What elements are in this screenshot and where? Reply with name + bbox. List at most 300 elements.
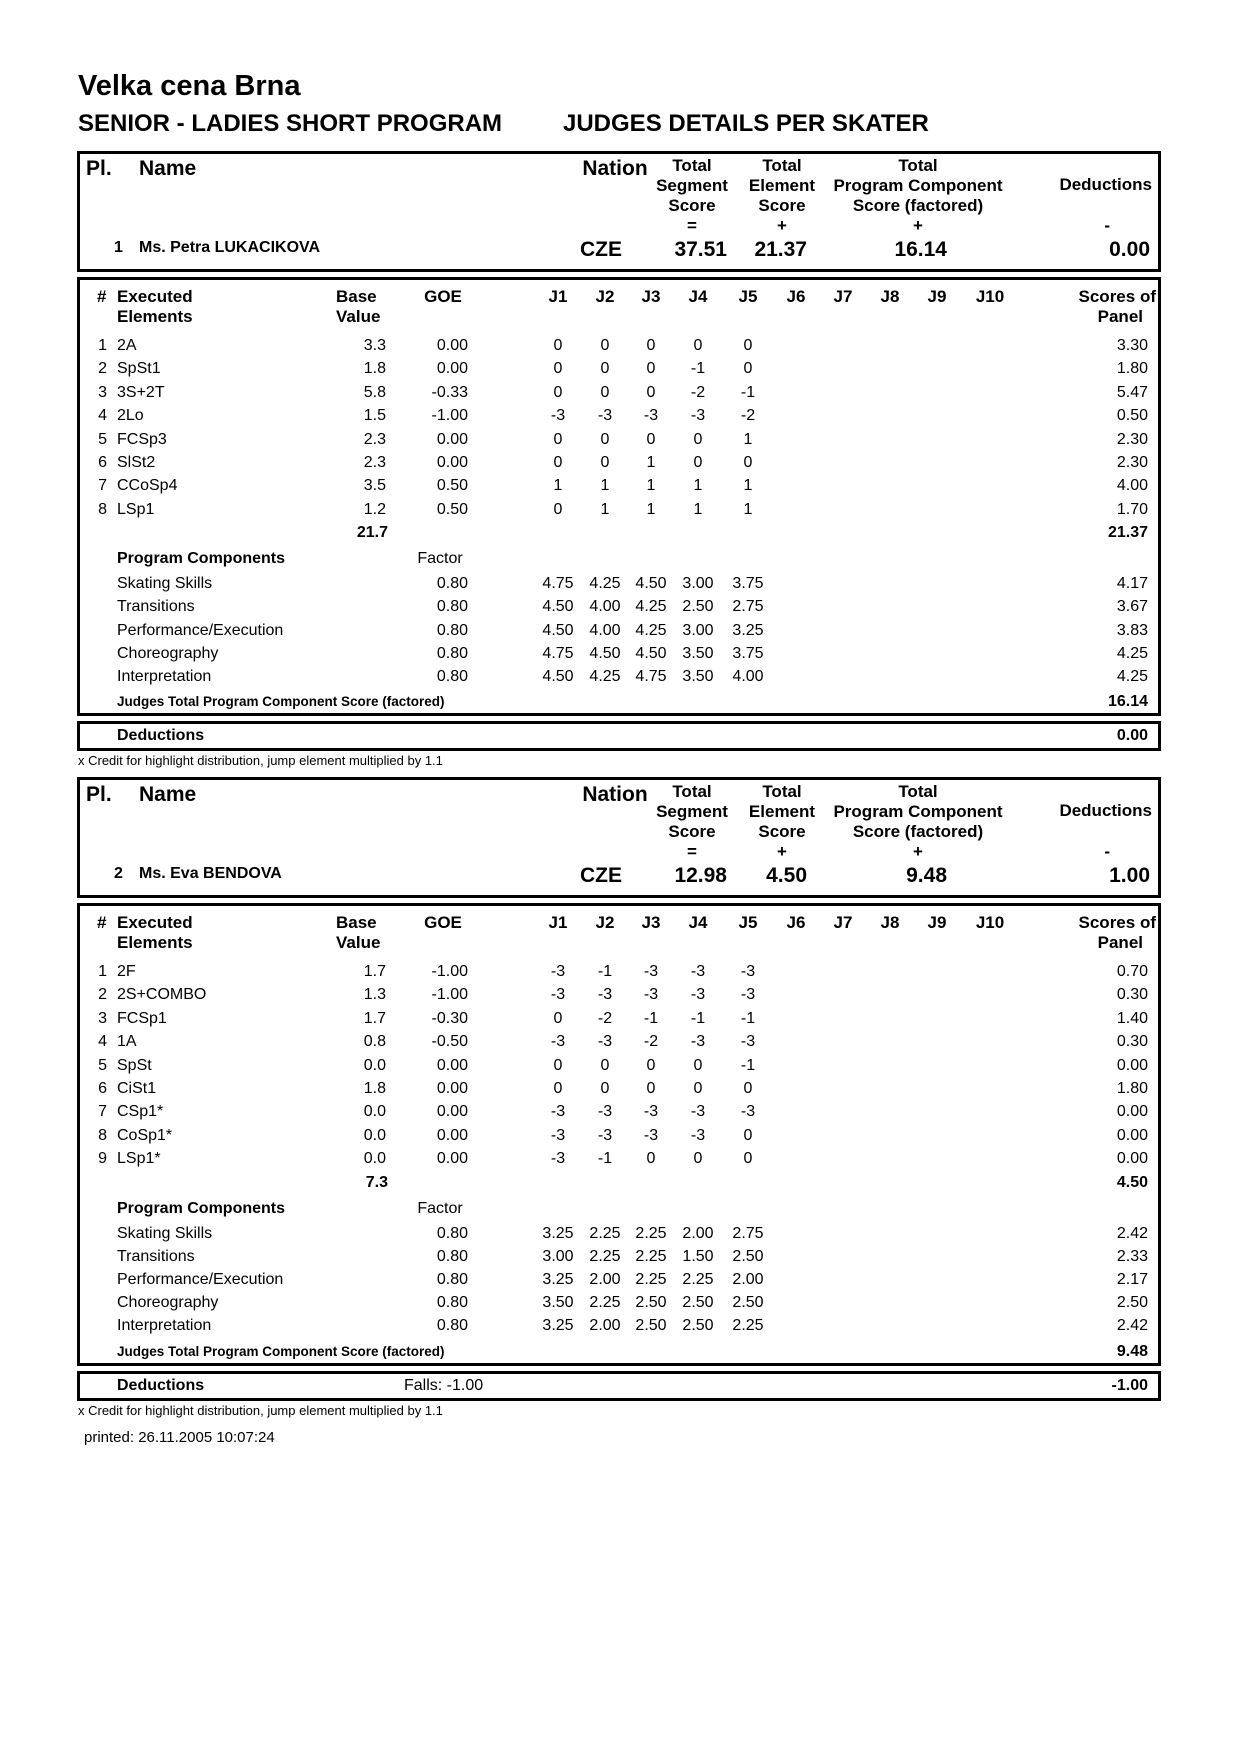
element-panel-score: 3.30 xyxy=(1116,337,1148,354)
judge-score: -3 xyxy=(740,1033,756,1051)
element-goe: -1.00 xyxy=(431,986,468,1004)
judge-score: 0 xyxy=(743,360,753,378)
judge-score: -3 xyxy=(740,1103,756,1121)
judge-score: -3 xyxy=(643,407,659,425)
footnote: x Credit for highlight distribution, jump element multiplied by 1.1 xyxy=(78,1402,443,1418)
panel-header-2: Panel xyxy=(1097,933,1143,952)
element-panel-score: 0.50 xyxy=(1116,407,1148,425)
component-judge-score: 2.25 xyxy=(589,1224,621,1242)
factor-header: Factor xyxy=(417,550,463,568)
pcs-header-line: + xyxy=(913,216,923,235)
component-panel-score: 4.25 xyxy=(1116,644,1148,662)
pcs-header-line: Total xyxy=(898,782,938,801)
base-value-total: 21.7 xyxy=(356,524,388,542)
tss-header-line: = xyxy=(687,842,697,861)
element-code: 2F xyxy=(117,963,136,980)
nation-header: Nation xyxy=(582,157,648,180)
component-judge-score: 3.00 xyxy=(682,575,714,593)
element-number: 3 xyxy=(98,383,107,401)
elements-header: Elements xyxy=(117,307,193,326)
judge-header: J6 xyxy=(786,287,806,306)
judges-total-label: Judges Total Program Component Score (factored) xyxy=(117,694,445,710)
component-judge-score: 2.50 xyxy=(732,1247,764,1265)
elements-header: Elements xyxy=(117,933,193,952)
element-goe: 0.00 xyxy=(436,1080,468,1097)
judge-score: -3 xyxy=(597,1103,613,1121)
judge-score: 0 xyxy=(646,383,656,401)
total-element-score: 4.50 xyxy=(766,864,807,887)
component-factor: 0.80 xyxy=(436,1317,468,1335)
element-goe: 0.00 xyxy=(436,1103,468,1121)
tss-header-line: = xyxy=(687,216,697,235)
judge-score: -3 xyxy=(740,986,756,1004)
judge-header: J3 xyxy=(641,913,661,932)
judge-header: J9 xyxy=(927,287,947,306)
judge-score: 0 xyxy=(600,337,610,354)
element-number: 6 xyxy=(98,1080,107,1097)
component-panel-score: 2.42 xyxy=(1116,1317,1148,1335)
judge-score: -2 xyxy=(597,1009,613,1027)
component-judge-score: 4.25 xyxy=(589,668,621,685)
component-judge-score: 2.50 xyxy=(732,1294,764,1312)
pcs-header-line: + xyxy=(913,842,923,861)
element-code: SpSt1 xyxy=(117,360,161,378)
component-judge-score: 2.25 xyxy=(635,1271,667,1288)
component-factor: 0.80 xyxy=(436,621,468,639)
component-judge-score: 4.75 xyxy=(542,575,574,593)
panel-header: Scores of xyxy=(1078,287,1156,306)
judge-score: 1 xyxy=(646,500,656,518)
component-name: Choreography xyxy=(117,1294,219,1312)
judges-total-label: Judges Total Program Component Score (factored) xyxy=(117,1343,445,1359)
element-panel-score: 4.00 xyxy=(1116,477,1148,495)
judge-score: 0 xyxy=(646,360,656,378)
printed-timestamp: printed: 26.11.2005 10:07:24 xyxy=(84,1429,275,1446)
element-number: 6 xyxy=(98,454,107,471)
judge-score: -1 xyxy=(690,1009,706,1027)
element-base-value: 1.7 xyxy=(363,963,386,980)
element-number: 4 xyxy=(98,407,107,425)
component-judge-score: 2.00 xyxy=(589,1317,621,1335)
component-judge-score: 3.25 xyxy=(732,621,764,639)
judge-score: -3 xyxy=(690,1103,706,1121)
component-judge-score: 4.00 xyxy=(589,598,621,616)
element-number: 8 xyxy=(98,1126,107,1144)
element-goe: 0.50 xyxy=(436,500,468,518)
element-code: 2S+COMBO xyxy=(117,986,207,1004)
skater-rank: 2 xyxy=(114,865,123,882)
component-judge-score: 2.75 xyxy=(732,598,764,616)
element-base-value: 2.3 xyxy=(363,430,386,448)
element-goe: 0.00 xyxy=(436,337,468,354)
element-base-value: 1.7 xyxy=(363,1009,386,1027)
element-goe: -0.30 xyxy=(431,1009,468,1027)
tes-header-line: Score xyxy=(758,196,806,215)
tes-header-line: Total xyxy=(762,156,802,175)
component-judge-score: 3.25 xyxy=(542,1224,574,1242)
judge-score: -2 xyxy=(740,407,756,425)
judge-score: 0 xyxy=(693,430,703,448)
value-header: Value xyxy=(336,307,381,326)
element-panel-score: 1.80 xyxy=(1116,1080,1148,1097)
goe-header: GOE xyxy=(424,287,462,306)
judge-score: -3 xyxy=(643,986,659,1004)
judge-header: J4 xyxy=(688,913,708,932)
element-goe: 0.00 xyxy=(436,1126,468,1144)
panel-header: Scores of xyxy=(1078,913,1156,932)
judge-header: J4 xyxy=(688,287,708,306)
component-judge-score: 1.50 xyxy=(682,1247,714,1265)
judge-score: -3 xyxy=(740,963,756,980)
judge-header: J8 xyxy=(880,287,900,306)
deductions-label: Deductions xyxy=(117,1376,205,1394)
total-segment-score: 37.51 xyxy=(674,238,727,261)
component-judge-score: 4.50 xyxy=(542,598,574,616)
tss-header-line: Total xyxy=(672,782,712,801)
element-panel-score: 0.70 xyxy=(1116,963,1148,980)
element-goe: 0.00 xyxy=(436,430,468,448)
judge-score: -1 xyxy=(597,1150,613,1168)
executed-header: Executed xyxy=(117,287,193,306)
component-panel-score: 2.33 xyxy=(1116,1247,1148,1265)
report-title: JUDGES DETAILS PER SKATER xyxy=(563,110,929,137)
judge-score: -2 xyxy=(643,1033,659,1051)
judge-score: -3 xyxy=(643,1103,659,1121)
judge-score: 0 xyxy=(553,360,563,378)
component-judge-score: 2.50 xyxy=(682,598,714,616)
component-judge-score: 4.75 xyxy=(542,644,574,662)
element-code: CiSt1 xyxy=(117,1080,157,1097)
judge-score: 1 xyxy=(743,430,753,448)
elements-total: 21.37 xyxy=(1107,524,1148,542)
judge-score: -3 xyxy=(690,1126,706,1144)
judge-score: 0 xyxy=(693,1056,703,1074)
judge-score: 0 xyxy=(646,337,656,354)
element-goe: 0.00 xyxy=(436,360,468,378)
judge-header: J7 xyxy=(833,287,853,306)
factor-header: Factor xyxy=(417,1199,463,1217)
judge-score: 0 xyxy=(646,1056,656,1074)
judge-score: -3 xyxy=(690,1033,706,1051)
element-base-value: 1.3 xyxy=(363,986,386,1004)
component-panel-score: 2.17 xyxy=(1116,1271,1148,1288)
judge-score: -3 xyxy=(643,963,659,980)
component-name: Skating Skills xyxy=(117,575,213,593)
deductions-total: -1.00 xyxy=(1111,1376,1148,1394)
judge-header: J2 xyxy=(595,287,615,306)
judge-header: J5 xyxy=(738,913,758,932)
component-judge-score: 2.25 xyxy=(635,1247,667,1265)
element-code: 2Lo xyxy=(117,407,144,425)
element-code: FCSp3 xyxy=(117,430,167,448)
component-judge-score: 2.25 xyxy=(682,1271,714,1288)
element-code: SlSt2 xyxy=(117,454,156,471)
deductions-header-dash: - xyxy=(1104,842,1110,861)
component-name: Interpretation xyxy=(117,668,212,685)
tes-header-line: Total xyxy=(762,782,802,801)
total-deductions: 0.00 xyxy=(1109,238,1150,261)
judge-score: -1 xyxy=(740,1009,756,1027)
component-judge-score: 4.00 xyxy=(732,668,764,685)
judge-score: 1 xyxy=(646,477,656,495)
component-panel-score: 2.42 xyxy=(1116,1224,1148,1242)
component-judge-score: 2.50 xyxy=(635,1317,667,1335)
component-name: Transitions xyxy=(117,1247,195,1265)
tes-header-line: + xyxy=(777,216,787,235)
judge-score: -3 xyxy=(643,1126,659,1144)
tss-header-line: Total xyxy=(672,156,712,175)
element-number: 7 xyxy=(98,477,107,495)
judge-score: 0 xyxy=(600,360,610,378)
component-judge-score: 4.25 xyxy=(635,598,667,616)
judge-header: J6 xyxy=(786,913,806,932)
element-panel-score: 1.80 xyxy=(1116,360,1148,378)
element-goe: -1.00 xyxy=(431,963,468,980)
element-number: 2 xyxy=(98,986,107,1004)
judge-header: J1 xyxy=(548,287,568,306)
components-title: Program Components xyxy=(117,550,286,568)
element-panel-score: 5.47 xyxy=(1116,383,1148,401)
element-panel-score: 0.00 xyxy=(1116,1126,1148,1144)
components-total: 16.14 xyxy=(1107,693,1148,711)
element-base-value: 0.0 xyxy=(363,1103,386,1121)
judge-score: -3 xyxy=(597,1126,613,1144)
component-factor: 0.80 xyxy=(436,1271,468,1288)
judge-score: -2 xyxy=(690,383,706,401)
element-number: 1 xyxy=(98,963,107,980)
judge-score: 0 xyxy=(553,1009,563,1027)
element-goe: 0.00 xyxy=(436,1056,468,1074)
deductions-total: 0.00 xyxy=(1116,727,1148,745)
judge-score: 0 xyxy=(693,1150,703,1168)
judge-score: 1 xyxy=(646,454,656,471)
judge-header: J10 xyxy=(975,287,1005,306)
judge-score: -3 xyxy=(597,1033,613,1051)
component-name: Performance/Execution xyxy=(117,621,284,639)
element-panel-score: 2.30 xyxy=(1116,454,1148,471)
component-panel-score: 4.25 xyxy=(1116,668,1148,685)
element-base-value: 0.0 xyxy=(363,1056,386,1074)
judge-score: -1 xyxy=(643,1009,659,1027)
element-goe: -0.50 xyxy=(431,1033,468,1051)
element-panel-score: 2.30 xyxy=(1116,430,1148,448)
element-base-value: 0.8 xyxy=(363,1033,386,1051)
executed-header: Executed xyxy=(117,913,193,932)
element-goe: 0.50 xyxy=(436,477,468,495)
judge-score: 0 xyxy=(553,454,563,471)
skater-name: Ms. Petra LUKACIKOVA xyxy=(139,239,321,256)
element-panel-score: 1.70 xyxy=(1116,500,1148,518)
component-panel-score: 3.67 xyxy=(1116,598,1148,616)
component-judge-score: 4.00 xyxy=(589,621,621,639)
element-goe: 0.00 xyxy=(436,1150,468,1168)
component-judge-score: 2.75 xyxy=(732,1224,764,1242)
component-judge-score: 4.50 xyxy=(589,644,621,662)
element-base-value: 3.3 xyxy=(363,337,386,354)
judge-score: 0 xyxy=(693,1080,703,1097)
deductions-header: Deductions xyxy=(1059,801,1152,820)
event-title: Velka cena Brna xyxy=(78,70,301,102)
component-judge-score: 3.75 xyxy=(732,575,764,593)
element-code: FCSp1 xyxy=(117,1009,167,1027)
pcs-header-line: Program Component xyxy=(833,176,1003,195)
judge-score: 0 xyxy=(646,1150,656,1168)
judge-score: 1 xyxy=(553,477,563,495)
judge-score: 0 xyxy=(600,430,610,448)
judge-score: -3 xyxy=(550,1126,566,1144)
component-judge-score: 2.50 xyxy=(635,1294,667,1312)
judge-score: 0 xyxy=(693,454,703,471)
component-judge-score: 3.50 xyxy=(542,1294,574,1312)
judge-score: -3 xyxy=(550,1033,566,1051)
element-base-value: 3.5 xyxy=(363,477,386,495)
element-base-value: 0.0 xyxy=(363,1150,386,1168)
component-judge-score: 4.50 xyxy=(635,575,667,593)
element-code: CoSp1* xyxy=(117,1126,173,1144)
component-judge-score: 2.25 xyxy=(589,1247,621,1265)
judge-score: 1 xyxy=(743,477,753,495)
component-judge-score: 4.50 xyxy=(542,668,574,685)
component-panel-score: 3.83 xyxy=(1116,621,1148,639)
element-code: SpSt xyxy=(117,1056,152,1074)
judge-score: 0 xyxy=(743,1126,753,1144)
element-code: CCoSp4 xyxy=(117,477,178,495)
judge-score: -1 xyxy=(597,963,613,980)
pcs-header-line: Score (factored) xyxy=(852,196,984,215)
element-goe: -0.33 xyxy=(431,383,468,401)
judge-header: J10 xyxy=(975,913,1005,932)
element-goe: -1.00 xyxy=(431,407,468,425)
judge-score: -3 xyxy=(690,986,706,1004)
judge-score: -3 xyxy=(597,407,613,425)
element-number: 8 xyxy=(98,500,107,518)
component-name: Skating Skills xyxy=(117,1224,213,1242)
judge-score: 0 xyxy=(646,1080,656,1097)
element-number: 5 xyxy=(98,1056,107,1074)
element-base-value: 5.8 xyxy=(363,383,386,401)
element-number: 7 xyxy=(98,1103,107,1121)
component-factor: 0.80 xyxy=(436,1247,468,1265)
component-judge-score: 4.50 xyxy=(635,644,667,662)
judge-score: 1 xyxy=(693,477,703,495)
element-number: 4 xyxy=(98,1033,107,1051)
component-factor: 0.80 xyxy=(436,1224,468,1242)
judge-score: 0 xyxy=(553,1080,563,1097)
deductions-header-dash: - xyxy=(1104,216,1110,235)
element-panel-score: 0.00 xyxy=(1116,1150,1148,1168)
elements-total: 4.50 xyxy=(1116,1173,1148,1191)
judge-score: 0 xyxy=(600,1080,610,1097)
element-base-value: 1.5 xyxy=(363,407,386,425)
number-header: # xyxy=(97,913,107,932)
judge-score: -3 xyxy=(550,1150,566,1168)
base-header: Base xyxy=(336,287,377,306)
judge-score: 0 xyxy=(553,500,563,518)
component-factor: 0.80 xyxy=(436,1294,468,1312)
element-base-value: 1.2 xyxy=(363,500,386,518)
component-judge-score: 3.75 xyxy=(732,644,764,662)
skater-rank: 1 xyxy=(114,239,123,256)
component-judge-score: 3.00 xyxy=(682,621,714,639)
component-judge-score: 3.25 xyxy=(542,1317,574,1335)
element-base-value: 1.8 xyxy=(363,360,386,378)
component-judge-score: 2.50 xyxy=(682,1294,714,1312)
element-number: 3 xyxy=(98,1009,107,1027)
judge-header: J2 xyxy=(595,913,615,932)
element-base-value: 0.0 xyxy=(363,1126,386,1144)
judge-score: 1 xyxy=(600,477,610,495)
judge-score: 0 xyxy=(693,337,703,354)
judge-score: 0 xyxy=(743,1080,753,1097)
total-deductions: 1.00 xyxy=(1109,864,1150,887)
pcs-header-line: Score (factored) xyxy=(852,822,984,841)
deductions-box xyxy=(77,1371,1161,1401)
judge-header: J8 xyxy=(880,913,900,932)
component-factor: 0.80 xyxy=(436,575,468,593)
tes-header-line: + xyxy=(777,842,787,861)
total-component-score: 16.14 xyxy=(894,238,947,261)
element-number: 9 xyxy=(98,1150,107,1168)
judge-score: 1 xyxy=(600,500,610,518)
judge-score: 0 xyxy=(600,1056,610,1074)
judge-header: J1 xyxy=(548,913,568,932)
judge-score: 0 xyxy=(553,430,563,448)
tes-header-line: Element xyxy=(748,802,816,821)
component-panel-score: 4.17 xyxy=(1116,575,1148,593)
component-judge-score: 2.25 xyxy=(589,1294,621,1312)
component-factor: 0.80 xyxy=(436,644,468,662)
element-number: 1 xyxy=(98,337,107,354)
component-judge-score: 2.25 xyxy=(732,1317,764,1335)
pl-header: Pl. xyxy=(86,783,112,806)
goe-header: GOE xyxy=(424,913,462,932)
element-code: LSp1 xyxy=(117,500,155,518)
components-total: 9.48 xyxy=(1116,1342,1148,1360)
component-judge-score: 4.25 xyxy=(635,621,667,639)
component-judge-score: 3.50 xyxy=(682,668,714,685)
component-factor: 0.80 xyxy=(436,598,468,616)
base-value-total: 7.3 xyxy=(365,1173,388,1191)
component-panel-score: 2.50 xyxy=(1116,1294,1148,1312)
components-title: Program Components xyxy=(117,1199,286,1217)
judge-score: 1 xyxy=(693,500,703,518)
element-panel-score: 0.00 xyxy=(1116,1103,1148,1121)
element-panel-score: 1.40 xyxy=(1116,1009,1148,1027)
element-code: 3S+2T xyxy=(117,383,165,401)
judge-score: -3 xyxy=(690,963,706,980)
judge-header: J5 xyxy=(738,287,758,306)
component-judge-score: 2.00 xyxy=(682,1224,714,1242)
element-panel-score: 0.00 xyxy=(1116,1056,1148,1074)
judge-score: 1 xyxy=(743,500,753,518)
judge-score: -1 xyxy=(740,383,756,401)
component-judge-score: 3.00 xyxy=(542,1247,574,1265)
component-name: Transitions xyxy=(117,598,195,616)
element-code: 2A xyxy=(117,337,137,354)
component-judge-score: 2.50 xyxy=(682,1317,714,1335)
component-name: Interpretation xyxy=(117,1317,212,1335)
total-component-score: 9.48 xyxy=(906,864,947,887)
component-judge-score: 2.25 xyxy=(635,1224,667,1242)
judge-header: J9 xyxy=(927,913,947,932)
component-name: Choreography xyxy=(117,644,219,662)
component-judge-score: 4.25 xyxy=(589,575,621,593)
nation-header: Nation xyxy=(582,783,648,806)
element-code: CSp1* xyxy=(117,1103,164,1121)
pcs-header-line: Program Component xyxy=(833,802,1003,821)
skater-nation: CZE xyxy=(580,238,622,261)
judge-score: 0 xyxy=(646,430,656,448)
